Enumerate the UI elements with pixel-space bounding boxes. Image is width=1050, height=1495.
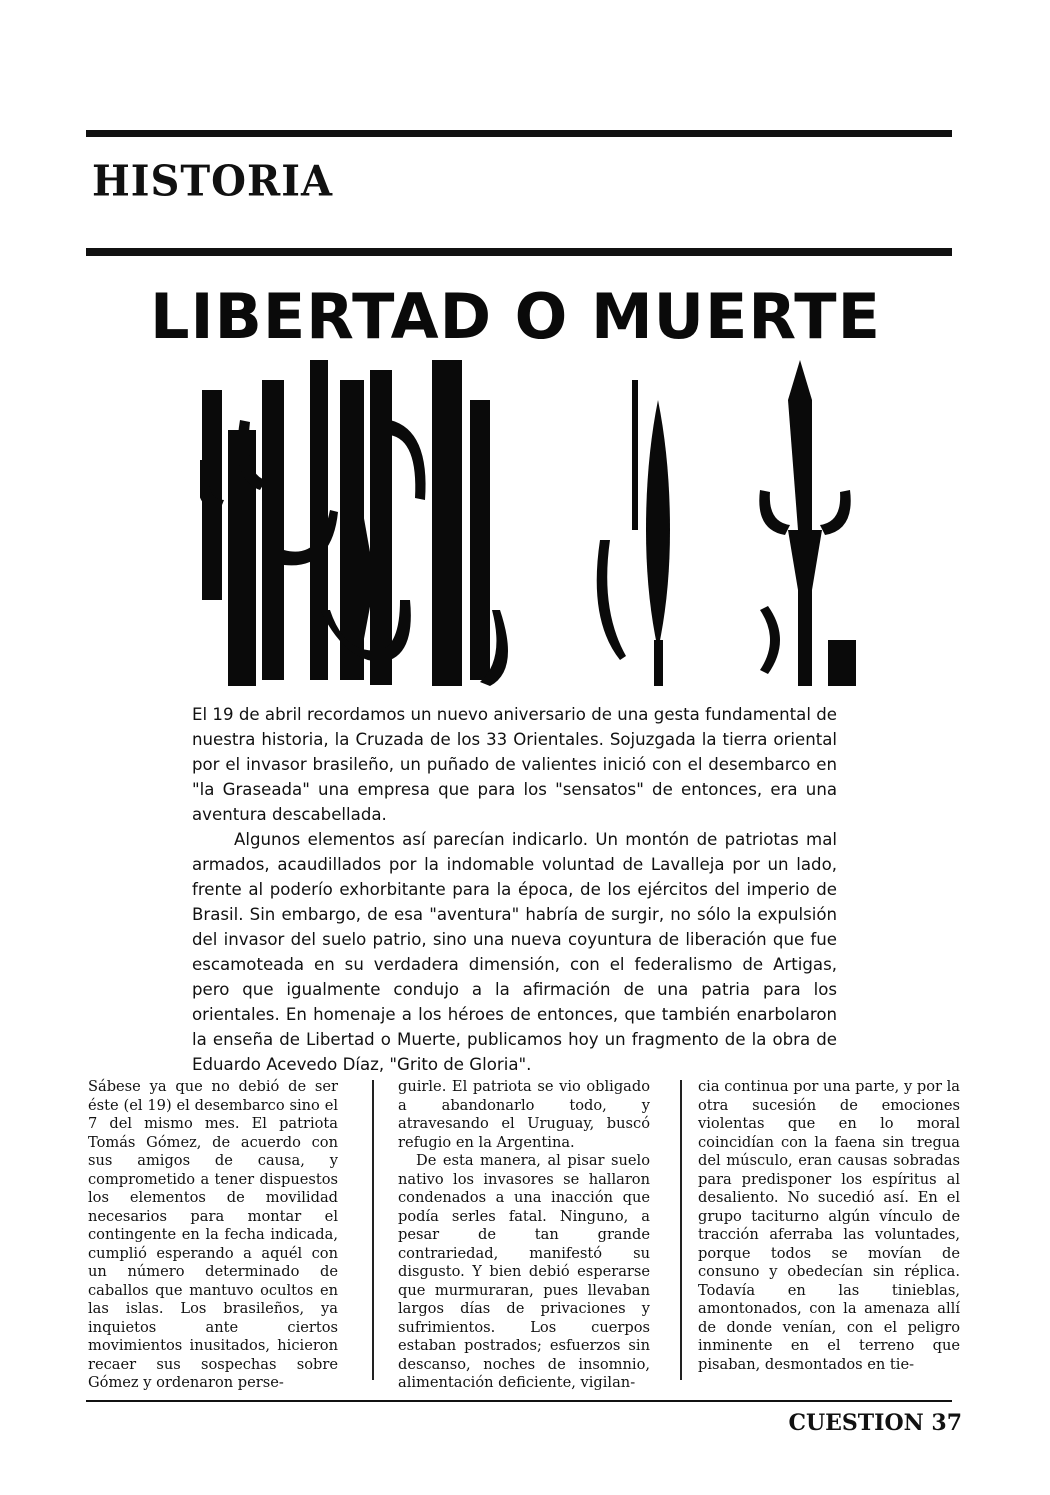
lances-and-spears-icon [200,360,862,686]
intro-paragraph: Algunos elementos así parecían indicarlo. Un montón de patriotas mal armados, acaudillados por la indomable voluntad de Lavalleja por un lado, frente al poderío exhorbitante para la época, de los ejércitos del imperio de Brasil. Sin embargo, de esa "aventura" habría de surgir, no sólo la expulsión del invasor del suelo patrio, sino una nueva coyuntura de liberación que fue escamoteada en su verdadera dimensión, con el federalismo de Artigas, pero que igualmente condujo a la afirmación de una patria para los orientales. En homenaje a los héroes de entonces, que también enarbolaron la enseña de Libertad o Muerte, publicamos hoy un fragmento de la obra de Eduardo Acevedo Díaz, "Grito de Gloria". [192,830,837,1074]
column-paragraph: cia continua por una parte, y por la otra sucesión de emociones violentas que en lo moral coincidían con la faena sin tregua del músculo, eran causas sobradas para predisponer los espíritus al desaliento. No sucedió así. En el grupo taciturno algún vínculo de tracción aferraba las voluntades, porque todos se movían de consuno y obedecían sin réplica. Todavía en las tinieblas, amontonados, con la amenaza allí de donde venían, con el peligro inminente en el terreno que pisaban, desmontados en tie- [698,1078,960,1373]
top-rule [86,130,952,137]
section-rule [86,248,952,256]
column-paragraph: De esta manera, al pisar suelo nativo los invasores se hallaron condenados a una inacción que podía serles fatal. Ninguno, a pesar de tan grande contrariedad, manifestó su disgusto. Y bien debió esperarse que murmuraran, pues llevaban largos días de privaciones y sufrimientos. Los cuerpos estaban postrados; esfuerzos sin descanso, noches de insomnio, alimentación deficiente, vigilan- [398,1152,650,1391]
column-paragraph: Sábese ya que no debió de ser éste (el 19) el desembarco sino el 7 del mismo mes. El patriota Tomás Gómez, de acuerdo con sus amigos de causa, y comprometido a tener dispuestos los elementos de movilidad necesarios para montar el contingente en la fecha indicada, cumplió esperando a aquél con un número determinado de caballos que mantuvo ocultos en las islas. Los brasileños, ya inquietos ante ciertos movimientos inusitados, hicieron recaer sus sospechas sobre Gómez y ordenaron perse- [88,1078,338,1391]
column-divider [680,1080,682,1380]
column-divider [372,1080,374,1380]
intro-paragraph: El 19 de abril recordamos un nuevo aniversario de una gesta fundamental de nuestra historia, la Cruzada de los 33 Orientales. Sojuzgada la tierra oriental por el invasor brasileño, un puñado de valientes inició con el desembarco en "la Graseada" una empresa que para los "sensatos" de entonces, era una aventura descabellada. [192,705,837,824]
headline: LIBERTAD O MUERTE [150,280,881,353]
footer-rule [86,1400,952,1402]
body-column-3 [698,1078,960,1374]
section-label: HISTORIA [92,156,333,207]
column-paragraph: guirle. El patriota se vio obligado a abandonarlo todo, y atravesando el Uruguay, buscó refugio en la Argentina. [398,1078,650,1151]
intro-text [192,702,837,1077]
body-column-1 [88,1078,338,1393]
body-column-2 [398,1078,650,1393]
magazine-page-footer: CUESTION 37 [788,1410,962,1436]
